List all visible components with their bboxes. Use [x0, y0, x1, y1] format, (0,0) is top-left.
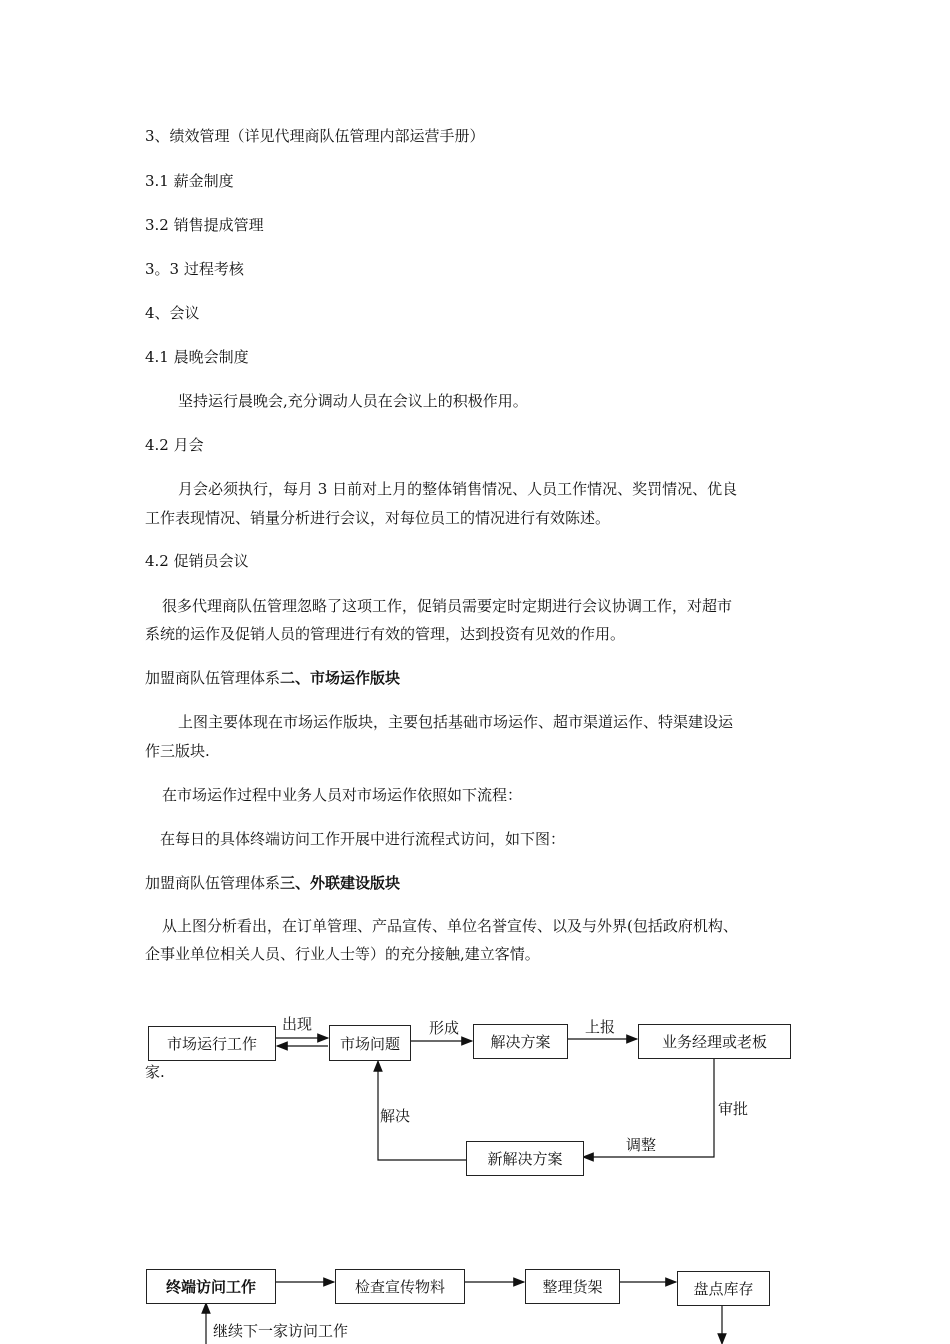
- flow1-label-adjust: 调整: [626, 1136, 657, 1154]
- flow1-box-new-solution: 新解决方案: [466, 1141, 584, 1176]
- paragraph-external-2: 企事业单位相关人员、行业人士等）的充分接触,建立客情。: [145, 945, 540, 963]
- paragraph-promo-1: 很多代理商队伍管理忽略了这项工作，促销员需要定时定期进行会议协调工作，对超市: [162, 597, 733, 615]
- flow1-label-form: 形成: [429, 1019, 460, 1037]
- paragraph-monthly-1: 月会必须执行，每月 3 日前对上月的整体销售情况、人员工作情况、奖罚情况、优良: [178, 480, 738, 498]
- flow1-box-manager: 业务经理或老板: [638, 1024, 791, 1059]
- section-heading-2-prefix: 加盟商队伍管理体系: [145, 669, 281, 687]
- flow1-label-report: 上报: [585, 1018, 616, 1036]
- heading-3-3: 3。3 过程考核: [145, 260, 244, 278]
- section-heading-3-title: 三、外联建设版块: [280, 874, 401, 892]
- heading-3: 3、绩效管理（详见代理商队伍管理内部运营手册）: [145, 127, 485, 145]
- flow1-box-market-operation: 市场运行工作: [148, 1026, 276, 1061]
- paragraph-monthly-2: 工作表现情况、销量分析进行会议，对每位员工的情况进行有效陈述。: [145, 509, 611, 527]
- section-heading-2-title: 二、市场运作版块: [280, 669, 401, 687]
- heading-4-1: 4.1 晨晚会制度: [145, 348, 249, 366]
- flow2-box-arrange-shelf: 整理货架: [525, 1269, 620, 1304]
- section-heading-3-prefix: 加盟商队伍管理体系: [145, 874, 281, 892]
- heading-4: 4、会议: [145, 304, 200, 322]
- heading-3-2: 3.2 销售提成管理: [145, 216, 264, 234]
- flow1-label-resolve: 解决: [380, 1107, 411, 1125]
- paragraph-market-2: 作三版块.: [145, 742, 210, 760]
- flow1-label-approve: 审批: [718, 1100, 749, 1118]
- paragraph-visit: 在每日的具体终端访问工作开展中进行流程式访问，如下图：: [160, 830, 566, 848]
- heading-3-1: 3.1 薪金制度: [145, 172, 234, 190]
- flow1-box-solution: 解决方案: [473, 1024, 568, 1059]
- paragraph-fragment: 家.: [145, 1063, 165, 1081]
- flow2-box-stock-count: 盘点库存: [677, 1271, 770, 1306]
- paragraph-promo-2: 系统的运作及促销人员的管理进行有效的管理，达到投资有见效的作用。: [145, 625, 626, 643]
- paragraph-morning-meeting: 坚持运行晨晚会,充分调动人员在会议上的积极作用。: [178, 392, 528, 410]
- flow2-label-next-visit: 继续下一家访问工作: [213, 1322, 349, 1340]
- paragraph-market-1: 上图主要体现在市场运作版块，主要包括基础市场运作、超市渠道运作、特渠建设运: [178, 713, 734, 731]
- flow1-box-market-problem: 市场问题: [329, 1025, 411, 1061]
- heading-4-2: 4.2 月会: [145, 436, 204, 454]
- flow1-label-appear: 出现: [282, 1015, 313, 1033]
- paragraph-external-1: 从上图分析看出，在订单管理、产品宣传、单位名誉宣传、以及与外界(包括政府机构、: [162, 917, 738, 935]
- paragraph-process: 在市场运作过程中业务人员对市场运作依照如下流程：: [162, 786, 523, 804]
- heading-4-2-promo: 4.2 促销员会议: [145, 552, 249, 570]
- flow2-box-check-materials: 检查宣传物料: [335, 1269, 465, 1304]
- flow2-box-terminal-visit: 终端访问工作: [146, 1269, 276, 1304]
